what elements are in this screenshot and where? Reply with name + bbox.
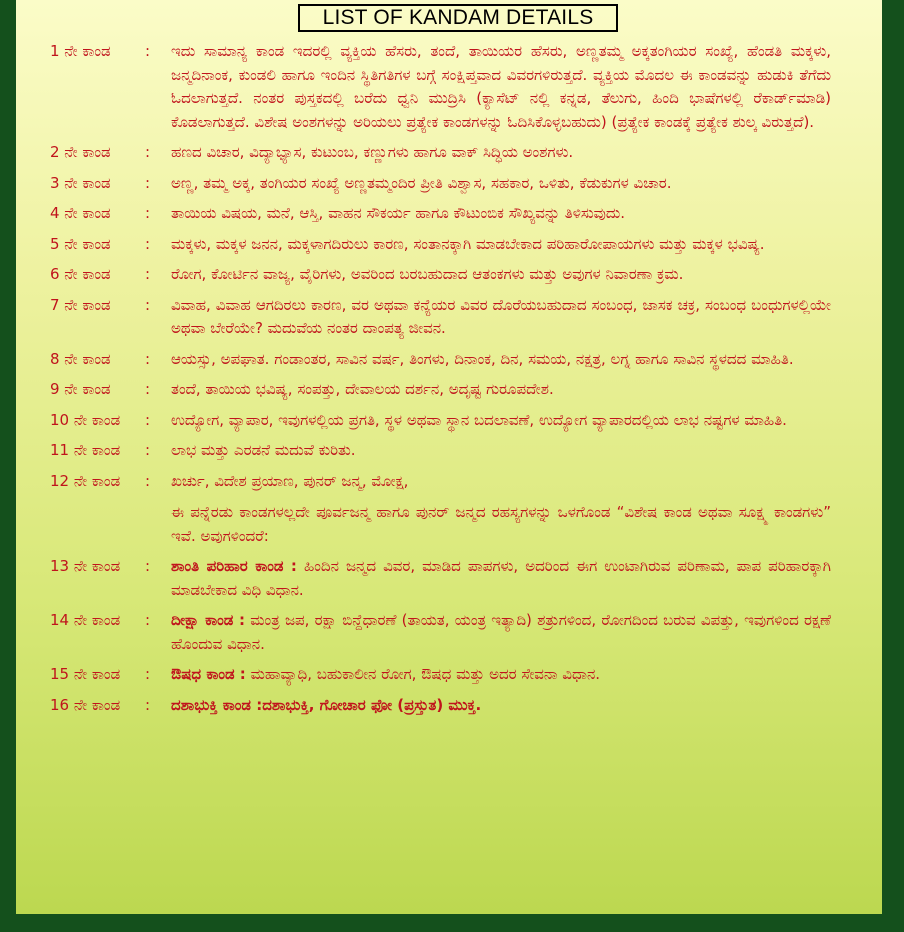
kandam-row-9: [16, 378, 882, 402]
kandam-colon: :: [145, 611, 151, 629]
page-title: LIST OF KANDAM DETAILS: [322, 6, 594, 29]
kandam-heading: ಔಷಧ ಕಾಂಡ :: [171, 665, 246, 683]
kandam-colon: :: [145, 42, 151, 60]
kandam-description: ತಾಯಿಯ ವಿಷಯ, ಮನೆ, ಆಸ್ತಿ, ವಾಹನ ಸೌಕರ್ಯ ಹಾಗೂ ಕೌಟುಂಬಿಕ ಸೌಖ್ಯವನ್ನು ತಿಳಿಸುವುದು.: [171, 204, 626, 222]
kandam-description: ರೋಗ, ಕೋರ್ಟಿನ ವಾಜ್ಯ, ವೈರಿಗಳು, ಅವರಿಂದ ಬರಬಹುದಾದ ಆತಂಕಗಳು ಮತ್ತು ಅವುಗಳ ನಿವಾರಣಾ ಕ್ರಮ.: [171, 265, 684, 283]
kandam-colon: :: [145, 665, 151, 683]
kandam-colon: :: [145, 695, 151, 714]
kandam-description: ತಂದೆ, ತಾಯಿಯ ಭವಿಷ್ಯ, ಸಂಪತ್ತು, ದೇವಾಲಯ ದರ್ಶನ, ಅದೃಷ್ಟ ಗುರೂಪದೇಶ.: [171, 380, 554, 398]
kandam-colon: :: [145, 173, 151, 192]
kandam-description: ಲಾಭ ಮತ್ತು ಎರಡನೆ ಮದುವೆ ಕುರಿತು.: [171, 441, 356, 459]
kandam-description-block: [171, 470, 831, 549]
kandam-description: ದಶಾಭುಕ್ತಿ, ಗೋಚಾರ ಫೋ (ಪ್ರಸ್ತುತ) ಮುಕ್ತ.: [262, 695, 482, 714]
kandam-description-block: [171, 609, 831, 656]
kandam-heading: ದಶಾಭುಕ್ತಿ ಕಾಂಡ :: [171, 695, 263, 714]
kandam-colon: :: [145, 295, 151, 314]
kandam-row-4: [16, 202, 882, 226]
kandam-label: 12 ನೇ ಕಾಂಡ: [50, 471, 121, 490]
kandam-heading: ದೀಕ್ಷಾ ಕಾಂಡ :: [171, 611, 245, 629]
kandam-label: 5 ನೇ ಕಾಂಡ: [50, 234, 111, 253]
kandam-row-3: [16, 172, 882, 196]
kandam-label: 8 ನೇ ಕಾಂಡ: [50, 349, 111, 368]
kandam-description: ಮಕ್ಕಳು, ಮಕ್ಕಳ ಜನನ, ಮಕ್ಕಳಾಗದಿರುಲು ಕಾರಣ, ಸಂತಾನಕ್ಕಾಗಿ ಮಾಡಬೇಕಾದ ಪರಿಹಾರೋಪಾಯಗಳು ಮತ್ತು ಮಕ್ಕಳ ಭವಿಷ್ಯ.: [171, 234, 765, 253]
kandam-description: ಮಂತ್ರ ಜಪ, ರಕ್ಷಾ ಬಿನ್ದೆಧಾರಣೆ (ತಾಯತ, ಯಂತ್ರ ಇತ್ಯಾದಿ) ಶತ್ರುಗಳಿಂದ, ರೋಗದಿಂದ ಬರುವ ವಿಪತ್ತು, ಇವುಗಳಿಂದ ರಕ್ಷಣೆ ಹೊಂದುವ ವಿಧಾನ.: [171, 611, 831, 653]
kandam-colon: :: [145, 265, 151, 283]
kandam-row-10: [16, 409, 882, 433]
kandam-row-13: [16, 555, 882, 602]
kandam-description: ಖರ್ಚು, ವಿದೇಶ ಪ್ರಯಾಣ, ಪುನರ್ ಜನ್ಮ, ಮೋಕ್ಷ,: [171, 471, 409, 490]
kandam-row-14: [16, 609, 882, 656]
kandam-label: 2 ನೇ ಕಾಂಡ: [50, 143, 111, 161]
kandam-label: 1 ನೇ ಕಾಂಡ: [50, 42, 111, 60]
kandam-colon: :: [145, 557, 151, 575]
kandam-colon: :: [145, 234, 151, 253]
kandam-description: ಹಣದ ವಿಚಾರ, ವಿದ್ಯಾಭ್ಯಾಸ, ಕುಟುಂಬ, ಕಣ್ಣುಗಳು ಹಾಗೂ ವಾಕ್ ಸಿದ್ಧಿಯ ಅಂಶಗಳು.: [171, 143, 574, 161]
kandam-row-12: [16, 470, 882, 549]
kandam-label: 14 ನೇ ಕಾಂಡ: [50, 611, 121, 629]
kandam-row-16: [16, 694, 882, 718]
kandam-label: 16 ನೇ ಕಾಂಡ: [50, 695, 121, 714]
kandam-row-15: [16, 663, 882, 687]
kandam-colon: :: [145, 410, 151, 429]
kandam-list: [16, 40, 882, 724]
kandam-label: 6 ನೇ ಕಾಂಡ: [50, 265, 111, 283]
kandam-row-6: [16, 263, 882, 287]
kandam-description: ಆಯಸ್ಸು, ಅಪಘಾತ. ಗಂಡಾಂತರ, ಸಾವಿನ ವರ್ಷ, ತಿಂಗಳು, ದಿನಾಂಕ, ದಿನ, ಸಮಯ, ನಕ್ಷತ್ರ, ಲಗ್ನ ಹಾಗೂ ಸಾವಿನ ಸ್ಥಳದದ ಮಾಹಿತಿ.: [171, 349, 794, 368]
kandam-row-8: [16, 348, 882, 372]
kandam-colon: :: [145, 441, 151, 459]
kandam-colon: :: [145, 349, 151, 368]
kandam-row-1: [16, 40, 882, 134]
kandam-description-block: [171, 663, 831, 687]
kandam-description: ಉದ್ಯೋಗ, ವ್ಯಾಪಾರ, ಇವುಗಳಲ್ಲಿಯ ಪ್ರಗತಿ, ಸ್ಥಳ ಅಥವಾ ಸ್ಥಾನ ಬದಲಾವಣೆ, ಉದ್ಯೋಗ ವ್ಯಾಪಾರದಲ್ಲಿಯ ಲಾಭ ನಷ್ಟಗಳ ಮಾಹಿತಿ.: [171, 410, 787, 429]
kandam-colon: :: [145, 143, 151, 161]
kandam-colon: :: [145, 471, 151, 490]
kandam-label: 7 ನೇ ಕಾಂಡ: [50, 295, 111, 314]
kandam-description: ಇದು ಸಾಮಾನ್ಯ ಕಾಂಡ ಇದರಲ್ಲಿ ವ್ಯಕ್ತಿಯ ಹೆಸರು, ತಂದೆ, ತಾಯಿಯರ ಹೆಸರು, ಅಣ್ಣತಮ್ಮ ಅಕ್ಕತಂಗಿಯರ ಸಂಖ್ಯೆ, ಹೆಂಡತಿ ಮಕ್ಕಳು, ಜನ್ಮದಿನಾಂಕ, ಕುಂಡಲಿ ಹಾಗೂ ಇಂದಿನ ಸ್ಥಿತಿಗತಿಗಳ ಬಗ್ಗೆ ಸಂಕ್ಷಿಪ್ತವಾದ ವಿವರಗಳಿರುತ್ತದೆ. ವ್ಯಕ್ತಿಯ ಮೊದಲ ಈ ಕಾಂಡವನ್ನು ಹುಡುಕಿ ತೆಗೆದು ಓದಲಾಗುತ್ತದೆ. ನಂತರ ಪುಸ್ತಕದಲ್ಲಿ ಬರೆದು ಧ್ವನಿ ಮುದ್ರಿಸಿ (ಕ್ಯಾಸೆಟ್ ನಲ್ಲಿ ಕನ್ನಡ, ತೆಲುಗು, ಹಿಂದಿ ಭಾಷೆಗಳಲ್ಲಿ ರೆಕಾರ್ಡ್‌ಮಾಡಿ) ಕೊಡಲಾಗುತ್ತದೆ. ವಿಶೇಷ ಅಂಶಗಳನ್ನು ಅರಿಯಲು ಪ್ರತ್ಯೇಕ ಕಾಂಡಗಳನ್ನು ಓದಿಸಿಕೊಳ್ಳಬಹುದು) (ಪ್ರತ್ಯೇಕ ಕಾಂಡಕ್ಕೆ ಪ್ರತ್ಯೇಕ ಶುಲ್ಕ ವಿರುತ್ತದೆ).: [171, 42, 831, 131]
kandam-colon: :: [145, 204, 151, 222]
kandam-heading: ಶಾಂತಿ ಪರಿಹಾರ ಕಾಂಡ :: [171, 557, 297, 575]
kandam-label: 10 ನೇ ಕಾಂಡ: [50, 410, 121, 429]
kandam-description: ಅಣ್ಣ, ತಮ್ಮ ಅಕ್ಕ, ತಂಗಿಯರ ಸಂಖ್ಯೆ ಅಣ್ಣತಮ್ಮಂದಿರ ಪ್ರೀತಿ ವಿಶ್ವಾಸ, ಸಹಕಾರ, ಒಳಿತು, ಕೆಡುಕುಗಳ ವಿಚಾರ.: [171, 173, 672, 192]
kandam-label: 4 ನೇ ಕಾಂಡ: [50, 204, 111, 222]
kandam-description: ಹಿಂದಿನ ಜನ್ಮದ ವಿವರ, ಮಾಡಿದ ಪಾಪಗಳು, ಅದರಿಂದ ಈಗ ಉಂಟಾಗಿರುವ ಪರಿಣಾಮ, ಪಾಪ ಪರಿಹಾರಕ್ಕಾಗಿ ಮಾಡಬೇಕಾದ ವಿಧಿ ವಿಧಾನ.: [171, 557, 831, 599]
special-kandam-note: ಈ ಪನ್ನೆರಡು ಕಾಂಡಗಳಲ್ಲದೇ ಪೂರ್ವಜನ್ಮ ಹಾಗೂ ಪುನರ್ ಜನ್ಮದ ರಹಸ್ಯಗಳನ್ನು ಒಳಗೊಂಡ “ವಿಶೇಷ ಕಾಂಡ ಅಥವಾ ಸೂಕ್ಷ್ಮ ಕಾಂಡಗಳು” ಇವೆ. ಅವುಗಳಿಂದರೆ:: [171, 503, 831, 545]
kandam-row-2: [16, 141, 882, 165]
kandam-row-11: [16, 439, 882, 463]
kandam-description: ವಿವಾಹ, ವಿವಾಹ ಆಗದಿರಲು ಕಾರಣ, ವರ ಅಥವಾ ಕನ್ಯೆಯರ ವಿವರ ದೊರೆಯಬಹುದಾದ ಸಂಬಂಧ, ಜಾಸಕ ಚಕ್ರ, ಸಂಬಂಧ ಬಂಧುಗಳಲ್ಲಿಯೇ ಅಥವಾ ಬೇರೆಯೇ? ಮದುವೆಯ ನಂತರ ದಾಂಪತ್ಯ ಜೀವನ.: [171, 295, 831, 337]
kandam-description-block: [171, 694, 831, 718]
kandam-label: 13 ನೇ ಕಾಂಡ: [50, 557, 121, 575]
kandam-row-7: [16, 294, 882, 341]
kandam-label: 15 ನೇ ಕಾಂಡ: [50, 665, 121, 683]
kandam-label: 11 ನೇ ಕಾಂಡ: [50, 441, 121, 459]
kandam-description-block: [171, 555, 831, 602]
kandam-label: 9 ನೇ ಕಾಂಡ: [50, 380, 111, 398]
kandam-row-5: [16, 233, 882, 257]
content-panel: [16, 0, 882, 914]
kandam-colon: :: [145, 380, 151, 398]
kandam-description: ಮಹಾವ್ಯಾಧಿ, ಬಹುಕಾಲೀನ ರೋಗ, ಔಷಧ ಮತ್ತು ಅದರ ಸೇವನಾ ವಿಧಾನ.: [250, 665, 601, 683]
title-box: [298, 4, 618, 32]
kandam-label: 3 ನೇ ಕಾಂಡ: [50, 173, 111, 192]
